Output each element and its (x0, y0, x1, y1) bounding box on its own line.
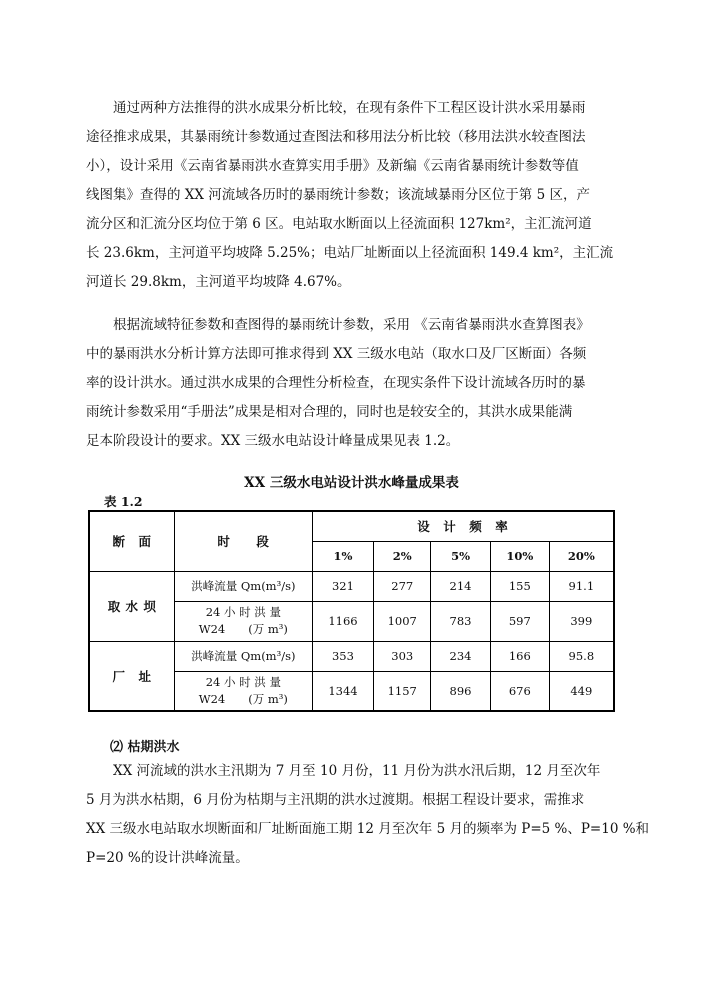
param-line: 24 小 时 洪 量 (205, 674, 281, 689)
value-cell: 399 (549, 601, 614, 641)
text-line: 足本阶段设计的要求。XX 三级水电站设计峰量成果见表 1.2。 (86, 433, 460, 449)
paragraph-design-flood (86, 311, 646, 456)
table-row (89, 641, 614, 671)
value-cell: 676 (490, 671, 549, 711)
text-line: P=20 %的设计洪峰流量。 (86, 850, 249, 866)
value-cell: 1157 (374, 671, 431, 711)
param-cell (175, 601, 312, 641)
header-period: 时 段 (175, 511, 312, 571)
freq-header: 1% (312, 541, 374, 571)
paragraph-flood-analysis (86, 94, 646, 297)
freq-header: 5% (431, 541, 491, 571)
text-line: 小），设计采用《云南省暴雨洪水查算实用手册》及新编《云南省暴雨统计参数等值 (86, 158, 579, 174)
value-cell: 95.8 (549, 641, 614, 671)
freq-header: 20% (549, 541, 614, 571)
header-design-frequency: 设 计 频 率 (312, 511, 614, 541)
text-line: 流分区和汇流分区均位于第 6 区。电站取水断面以上径流面积 127km²，主汇流河道 (86, 216, 592, 232)
section-heading-dry-season-flood: ⑵ 枯期洪水 (110, 740, 180, 755)
text-line: 通过两种方法推得的洪水成果分析比较，在现有条件下工程区设计洪水采用暴雨 (113, 100, 586, 116)
value-cell: 783 (431, 601, 491, 641)
value-cell: 1007 (374, 601, 431, 641)
param-line: W24 (万 m³) (198, 622, 288, 636)
flood-results-table (88, 510, 615, 712)
value-cell: 166 (490, 641, 549, 671)
param-line: W24 (万 m³) (198, 691, 288, 706)
freq-header: 2% (374, 541, 431, 571)
text-line: 根据流域特征参数和查图得的暴雨统计参数，采用 《云南省暴雨洪水查算图表》 (113, 317, 590, 333)
value-cell: 91.1 (549, 571, 614, 601)
section-name: 厂 址 (89, 641, 175, 711)
value-cell: 155 (490, 571, 549, 601)
table-header-row (89, 511, 614, 541)
text-line: 河道长 29.8km，主河道平均坡降 4.67%。 (86, 274, 351, 290)
paragraph-dry-season (86, 757, 650, 873)
value-cell: 1344 (312, 671, 374, 711)
text-line: XX 河流域的洪水主汛期为 7 月至 10 月份，11 月份为洪水汛后期，12 月至次年 (113, 763, 601, 779)
table-row (89, 571, 614, 601)
param-cell: 洪峰流量 Qm(m³/s) (175, 571, 312, 601)
param-cell: 洪峰流量 Qm(m³/s) (175, 641, 312, 671)
text-line: 5 月为洪水枯期，6 月份为枯期与主汛期的洪水过渡期。根据工程设计要求，需推求 (86, 792, 585, 808)
text-line: XX 三级水电站取水坝断面和厂址断面施工期 12 月至次年 5 月的频率为 P=5 %、P=10 %和 (86, 821, 650, 837)
value-cell: 1166 (312, 601, 374, 641)
text-line: 雨统计参数采用“手册法”成果是相对合理的，同时也是较安全的，其洪水成果能满 (86, 404, 573, 420)
value-cell: 303 (374, 641, 431, 671)
text-line: 率的设计洪水。通过洪水成果的合理性分析检查，在现实条件下设计流域各历时的暴 (86, 375, 586, 391)
value-cell: 214 (431, 571, 491, 601)
header-section: 断 面 (89, 511, 175, 571)
text-line: 长 23.6km，主河道平均坡降 5.25%；电站厂址断面以上径流面积 149.4 km²，主汇流 (86, 245, 614, 261)
text-line: 中的暴雨洪水分析计算方法即可推求得到 XX 三级水电站（取水口及厂区断面）各频 (86, 346, 587, 362)
param-line: 24 小 时 洪 量 (205, 605, 281, 619)
value-cell: 597 (490, 601, 549, 641)
freq-header: 10% (490, 541, 549, 571)
value-cell: 321 (312, 571, 374, 601)
table-title: XX 三级水电站设计洪水峰量成果表 (244, 475, 459, 491)
value-cell: 353 (312, 641, 374, 671)
section-name: 取 水 坝 (89, 571, 175, 641)
value-cell: 234 (431, 641, 491, 671)
param-cell (175, 671, 312, 711)
value-cell: 896 (431, 671, 491, 711)
value-cell: 277 (374, 571, 431, 601)
text-line: 线图集》查得的 XX 河流域各历时的暴雨统计参数；该流域暴雨分区位于第 5 区，产 (86, 187, 590, 203)
text-line: 途径推求成果，其暴雨统计参数通过查图法和移用法分析比较（移用法洪水较查图法 (86, 129, 586, 145)
value-cell: 449 (549, 671, 614, 711)
table-label: 表 1.2 (104, 494, 143, 509)
